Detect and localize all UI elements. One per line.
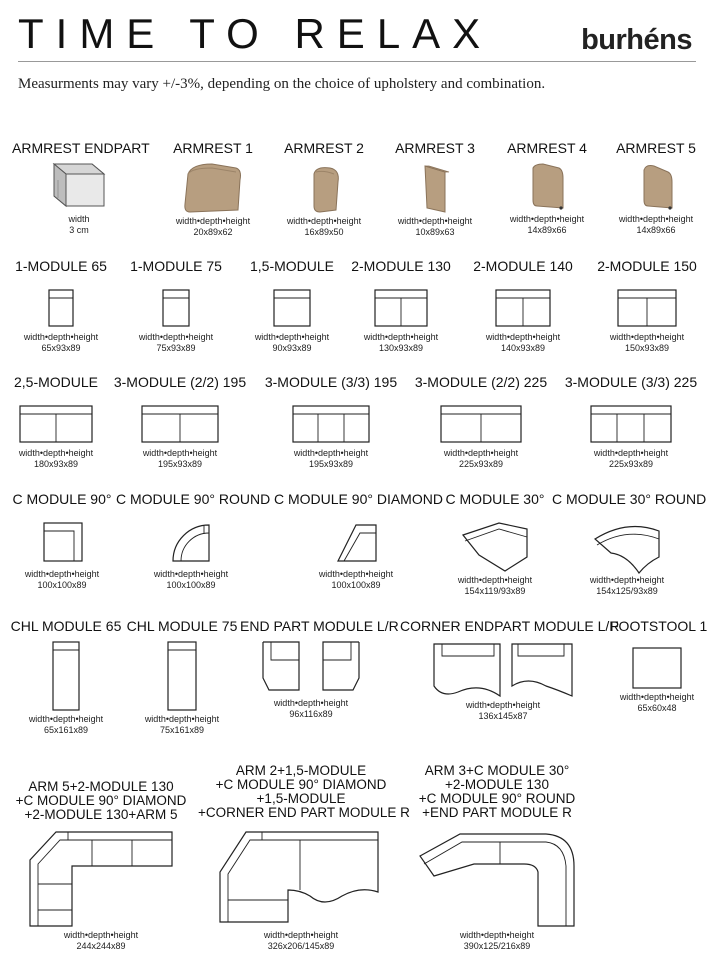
item-name: 2-MODULE 130 <box>351 258 451 274</box>
dim-label: width•depth•height <box>254 332 330 342</box>
dim-label: width•depth•height <box>459 930 535 940</box>
item-name: ARMREST 5 <box>616 140 696 156</box>
item-armrest-1 <box>166 140 260 238</box>
c-module-90-diamond-plan <box>326 517 386 569</box>
item-name: C MODULE 90° ROUND <box>116 491 271 507</box>
measurement-note: Measurments may vary +/-3%, depending on the choice of upholstery and combination. <box>18 76 546 92</box>
dim-label: width <box>68 214 90 224</box>
dim-value: 130x93x89 <box>378 343 424 353</box>
dim-value: 225x93x89 <box>608 459 654 469</box>
item-name: C MODULE 30° <box>445 491 545 507</box>
dim-label: width•depth•height <box>175 216 251 226</box>
dim-value: 14x89x66 <box>527 225 567 235</box>
3-module-2-2-195-plan <box>140 400 220 448</box>
dim-value: 244x244x89 <box>76 941 126 951</box>
combo-line: +C MODULE 90° ROUND <box>418 791 576 806</box>
item-c-module-30-round <box>552 491 707 597</box>
item-corner-endpart-module-lr <box>400 618 620 722</box>
2-module-130-plan <box>371 284 431 332</box>
dim-value: 390x125/216x89 <box>463 941 531 951</box>
item-name: 3-MODULE (3/3) 195 <box>264 374 398 390</box>
c-module-30-plan <box>455 515 535 575</box>
armrest-endpart-illustration <box>44 158 114 214</box>
dim-label: width•depth•height <box>443 448 519 458</box>
item-c-module-90-round <box>116 491 271 591</box>
item-chl-module-75 <box>126 618 238 736</box>
dim-label: width•depth•height <box>397 216 473 226</box>
dim-value: 100x100x89 <box>37 580 87 590</box>
armrest-3-illustration <box>405 160 465 216</box>
armrest-1-illustration <box>178 160 248 216</box>
dim-value: 96x116x89 <box>289 709 333 719</box>
item-2-module-130 <box>348 258 454 354</box>
item-name: 1-MODULE 75 <box>130 258 222 274</box>
combo-line: +CORNER END PART MODULE R <box>198 805 410 820</box>
item-name: C MODULE 90° DIAMOND <box>274 491 443 507</box>
header-divider <box>18 61 696 62</box>
3-module-3-3-195-plan <box>291 400 371 448</box>
combination-3-plan <box>414 826 580 930</box>
dim-value: 154x119/93x89 <box>464 586 526 596</box>
item-name: 3-MODULE (3/3) 225 <box>564 374 698 390</box>
dim-value: 75x161x89 <box>159 725 205 735</box>
armrest-5-illustration <box>626 158 686 214</box>
dim-label: width•depth•height <box>263 930 339 940</box>
c-module-90-round-plan <box>161 517 221 569</box>
combo-line: ARM 2+1,5-MODULE <box>235 763 367 778</box>
dim-label: width•depth•height <box>28 714 104 724</box>
dim-label: width•depth•height <box>509 214 585 224</box>
item-name: ARMREST 2 <box>284 140 364 156</box>
armrest-4-illustration <box>517 158 577 214</box>
dim-label: width•depth•height <box>609 332 685 342</box>
end-part-module-lr-plan <box>259 638 363 698</box>
combo-line: +C MODULE 90° DIAMOND <box>15 793 187 808</box>
dim-label: width•depth•height <box>593 448 669 458</box>
3-module-2-2-225-plan <box>439 400 523 448</box>
item-3-module-2-2-195 <box>112 374 248 470</box>
dim-value: 100x100x89 <box>331 580 381 590</box>
dim-label: width•depth•height <box>153 569 229 579</box>
item-armrest-2 <box>277 140 371 238</box>
2-module-150-plan <box>615 284 679 332</box>
chl-module-75-plan <box>162 638 202 714</box>
combo-line: +2-MODULE 130+ARM 5 <box>24 807 178 822</box>
item-name: 1,5-MODULE <box>249 258 335 274</box>
armrest-2-illustration <box>294 160 354 216</box>
dim-value: 195x93x89 <box>308 459 354 469</box>
combination-1 <box>10 780 192 952</box>
item-3-module-3-3-195 <box>262 374 400 470</box>
item-c-module-30 <box>444 491 546 597</box>
dim-label: width•depth•height <box>485 332 561 342</box>
combo-line: ARM 5+2-MODULE 130 <box>28 779 174 794</box>
dim-label: width•depth•height <box>138 332 214 342</box>
dim-label: width•depth•height <box>18 448 94 458</box>
combo-line: +1,5-MODULE <box>256 791 346 806</box>
dim-label: width•depth•height <box>363 332 439 342</box>
item-armrest-endpart <box>12 140 150 236</box>
item-name: C MODULE 90° <box>12 491 112 507</box>
c-module-30-round-plan <box>587 515 667 575</box>
item-footstool-1 <box>610 618 708 714</box>
combo-line: ARM 3+C MODULE 30° <box>424 763 570 778</box>
item-3-module-3-3-225 <box>560 374 702 470</box>
item-name: 1-MODULE 65 <box>15 258 107 274</box>
dim-value: 20x89x62 <box>193 227 233 237</box>
brand-logo: burhéns <box>581 24 692 56</box>
item-name: ARMREST 1 <box>173 140 253 156</box>
dim-value: 195x93x89 <box>157 459 203 469</box>
dim-value: 90x93x89 <box>272 343 312 353</box>
dim-label: width•depth•height <box>286 216 362 226</box>
item-name: C MODULE 30° ROUND <box>552 491 707 507</box>
combo-line: +END PART MODULE R <box>422 805 572 820</box>
item-2-5-module <box>10 374 102 470</box>
item-name: 2,5-MODULE <box>13 374 99 390</box>
1-module-75-plan <box>156 284 196 332</box>
item-name: CHL MODULE 75 <box>126 618 238 634</box>
item-2-module-150 <box>594 258 700 354</box>
item-name: ARMREST 4 <box>507 140 587 156</box>
page-title: TIME TO RELAX <box>18 10 493 57</box>
item-name: CORNER ENDPART MODULE L/R <box>400 618 620 634</box>
dim-value: 326x206/145x89 <box>267 941 335 951</box>
corner-endpart-module-lr-plan <box>428 636 578 700</box>
combo-line: +2-MODULE 130 <box>445 777 549 792</box>
item-name: FOOTSTOOL 1 <box>610 618 708 634</box>
dim-value: 150x93x89 <box>624 343 670 353</box>
1-module-65-plan <box>41 284 81 332</box>
item-name: ARMREST ENDPART <box>12 140 150 156</box>
dim-value: 225x93x89 <box>458 459 504 469</box>
dim-value: 75x93x89 <box>156 343 196 353</box>
dim-label: width•depth•height <box>293 448 369 458</box>
footstool-1-plan <box>629 644 685 692</box>
dim-label: width•depth•height <box>457 575 533 585</box>
dim-label: width•depth•height <box>589 575 665 585</box>
item-1-5-module <box>240 258 344 354</box>
1-5-module-plan <box>267 284 317 332</box>
item-name: CHL MODULE 65 <box>10 618 122 634</box>
item-armrest-4 <box>500 140 594 236</box>
item-armrest-5 <box>609 140 703 236</box>
combination-2-plan <box>216 826 386 930</box>
dim-value: 16x89x50 <box>304 227 344 237</box>
dim-value: 10x89x63 <box>415 227 455 237</box>
item-end-part-module-lr <box>240 618 399 720</box>
dim-label: width•depth•height <box>273 698 349 708</box>
dim-value: 136x145x87 <box>478 711 528 721</box>
dim-label: width•depth•height <box>144 714 220 724</box>
combo-line: +C MODULE 90° DIAMOND <box>215 777 387 792</box>
dim-value: 140x93x89 <box>500 343 546 353</box>
2-5-module-plan <box>16 400 96 448</box>
dim-value: 100x100x89 <box>166 580 216 590</box>
dim-label: width•depth•height <box>618 214 694 224</box>
item-3-module-2-2-225 <box>410 374 552 470</box>
item-name: ARMREST 3 <box>395 140 475 156</box>
item-c-module-90-diamond <box>274 491 443 591</box>
dim-label: width•depth•height <box>63 930 139 940</box>
chl-module-65-plan <box>46 638 86 714</box>
dim-label: width•depth•height <box>24 569 100 579</box>
item-name: 2-MODULE 140 <box>473 258 573 274</box>
2-module-140-plan <box>493 284 553 332</box>
combination-2 <box>198 763 410 952</box>
item-2-module-140 <box>470 258 576 354</box>
dim-value: 154x125/93x89 <box>596 586 658 596</box>
item-name: 3-MODULE (2/2) 195 <box>113 374 247 390</box>
item-name: 2-MODULE 150 <box>597 258 697 274</box>
dim-label: width•depth•height <box>318 569 394 579</box>
dim-label: width•depth•height <box>465 700 541 710</box>
3-module-3-3-225-plan <box>589 400 673 448</box>
item-name: END PART MODULE L/R <box>240 618 399 634</box>
item-c-module-90 <box>10 491 114 591</box>
dim-label: width•depth•height <box>142 448 218 458</box>
item-1-module-65 <box>10 258 112 354</box>
c-module-90-plan <box>34 517 90 569</box>
combination-1-plan <box>26 826 176 930</box>
dim-label: width•depth•height <box>23 332 99 342</box>
dim-value: 3 cm <box>69 225 89 235</box>
combination-3 <box>412 764 582 952</box>
dim-label: width•depth•height <box>619 692 695 702</box>
dim-value: 65x60x48 <box>637 703 677 713</box>
item-name: 3-MODULE (2/2) 225 <box>414 374 548 390</box>
dim-value: 14x89x66 <box>636 225 676 235</box>
item-armrest-3 <box>388 140 482 238</box>
dim-value: 180x93x89 <box>33 459 79 469</box>
dim-value: 65x93x89 <box>41 343 81 353</box>
dim-value: 65x161x89 <box>43 725 89 735</box>
item-chl-module-65 <box>10 618 122 736</box>
item-1-module-75 <box>126 258 226 354</box>
